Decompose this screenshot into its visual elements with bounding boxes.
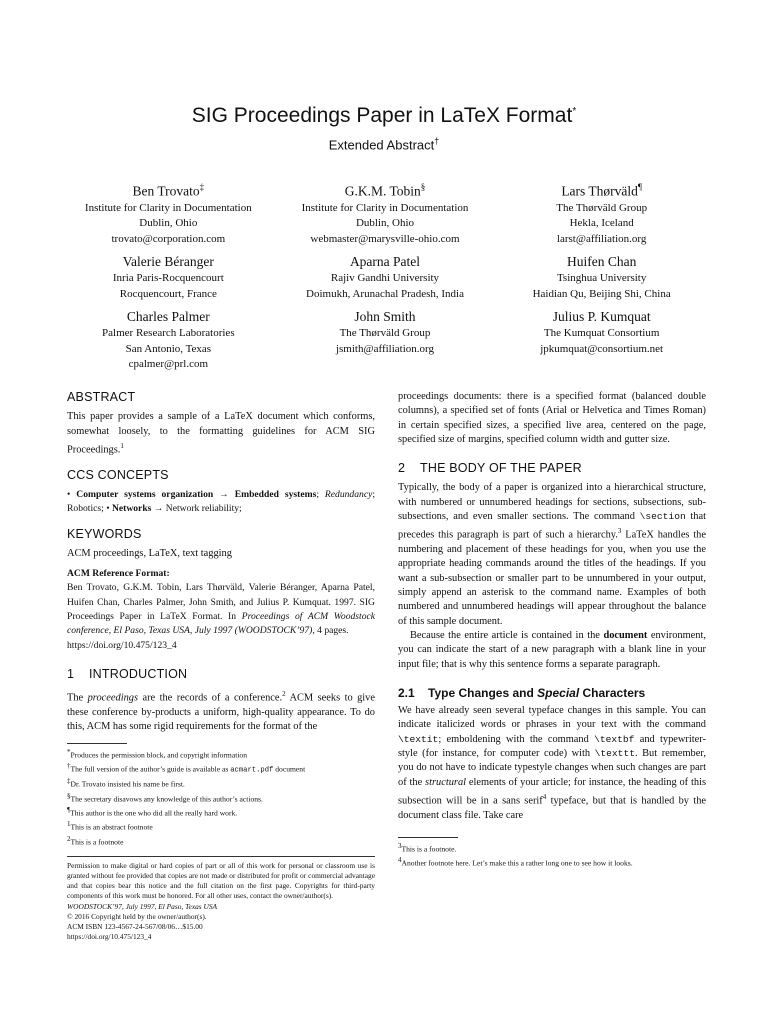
intro-part: The xyxy=(67,692,88,704)
author-email: webmaster@marysville-ohio.com xyxy=(310,232,460,245)
footnote-mark: † xyxy=(67,761,71,770)
footnote-text: This is an abstract footnote xyxy=(70,822,153,832)
footnote-text: Another footnote here. Let’s make this a rather long one to see how it looks. xyxy=(401,858,633,868)
left-column xyxy=(67,390,375,943)
footnote-ref: 3 xyxy=(617,527,622,536)
footnote-text: document xyxy=(273,764,306,774)
author-block xyxy=(60,178,710,373)
author-location: Dublin, Ohio xyxy=(355,217,415,229)
author-location: Hekla, Iceland xyxy=(569,217,634,229)
author-7 xyxy=(60,308,277,373)
footnote-ref: 4 xyxy=(542,792,547,801)
author-affiliation: Institute for Clarity in Documentation xyxy=(84,201,252,214)
author-mark: ‡ xyxy=(199,182,205,192)
footnote xyxy=(67,834,375,848)
author-2 xyxy=(277,178,494,247)
footnote-mark: 3 xyxy=(398,841,402,850)
footnote xyxy=(67,761,375,776)
latex-logo: LaTeX xyxy=(224,411,253,423)
footnote-ref: 2 xyxy=(282,690,286,699)
permission-doi-link[interactable]: https://doi.org/10.475/123_4 xyxy=(67,932,152,942)
introduction-heading xyxy=(67,667,375,681)
section-title: INTRODUCTION xyxy=(89,666,188,681)
footnotes-left xyxy=(67,747,375,848)
author-9 xyxy=(493,308,710,373)
body-part: document xyxy=(603,629,648,641)
abstract-heading: ABSTRACT xyxy=(67,390,136,404)
intro-part: are the records of a conference. xyxy=(138,692,283,704)
ccs-term: Network reliability; xyxy=(163,503,242,515)
footnote-mark: * xyxy=(67,747,71,756)
author-mark: ¶ xyxy=(637,182,642,192)
ccs-term: Redundancy xyxy=(324,488,373,500)
right-column xyxy=(398,390,706,870)
footnote xyxy=(67,819,375,833)
body-paragraph-1 xyxy=(398,481,706,628)
ccs-concepts xyxy=(67,488,375,517)
author-location: Haidian Qu, Beijing Shi, China xyxy=(532,287,671,300)
paper-subtitle xyxy=(0,136,768,152)
ccs-term: Networks xyxy=(111,503,152,515)
author-name: G.K.M. Tobin xyxy=(344,183,421,199)
author-name: Charles Palmer xyxy=(126,309,210,324)
author-8 xyxy=(277,308,494,373)
sub-part: and typewriter-style (for instance, for computer code) with xyxy=(398,733,706,759)
footnote xyxy=(67,747,375,761)
bullet: • xyxy=(67,488,71,500)
subsection-heading xyxy=(398,686,706,700)
author-affiliation: Inria Paris-Rocquencourt xyxy=(112,272,224,284)
title-text: SIG Proceedings Paper in LaTeX Format xyxy=(191,104,573,127)
subsection-title: Characters xyxy=(579,685,646,700)
author-name: Huifen Chan xyxy=(566,254,637,269)
latex-logo: LaTeX xyxy=(625,529,654,541)
footnotes-right xyxy=(398,841,706,870)
reference-text: , 4 pages. xyxy=(312,625,349,637)
footnote-text: Dr. Trovato insisted his name be first. xyxy=(70,779,185,789)
footnote-mark: 2 xyxy=(67,834,71,843)
keywords-part: , text tagging xyxy=(177,547,232,559)
author-location: Doimukh, Arunachal Pradesh, India xyxy=(306,287,464,300)
author-1 xyxy=(60,178,277,247)
author-email: jsmith@affiliation.org xyxy=(335,342,434,355)
reference-venue: Proceedings of ACM Woodstock conference, El Paso, Texas USA, July 1997 (WOODSTOCK’97) xyxy=(67,611,376,637)
permission-venue: WOODSTOCK’97, July 1997, El Paso, Texas USA xyxy=(67,901,218,911)
permission-text: Permission to make digital or hard copies of part or all of this work for personal or classroom use is granted without fee provided that copies are not made or distributed for profit or commercial advantage and that copies bear this notice and the full citation on the first page. Copyrights for third-party components of this work must be honored. For all other uses, contact the owner/author(s). xyxy=(67,860,375,901)
ccs-term: Embedded systems xyxy=(234,488,317,500)
ccs-term: Computer systems organization xyxy=(76,488,214,500)
footnote-text: The full version of the author’s guide is available as xyxy=(70,764,231,774)
author-mark: § xyxy=(420,182,426,192)
subsection-title: Special xyxy=(537,685,580,700)
permission-isbn: ACM ISBN 123-4567-24-567/08/06…$15.00 xyxy=(67,922,203,932)
author-6 xyxy=(493,253,710,302)
body-paragraph-2 xyxy=(398,629,706,672)
sub-part: elements of your article; for instance, the heading of this subsection will be in a sans serif xyxy=(398,776,706,807)
footnote-ref: 1 xyxy=(120,441,124,450)
body-part: Typically, the body of a paper is organized into a hierarchical structure, with numbered or unnumbered headings for sections, subsections, sub-subsections, and even smaller sections. The command xyxy=(398,482,706,523)
author-name: Aparna Patel xyxy=(349,254,421,269)
author-email: cpalmer@prl.com xyxy=(128,358,209,370)
section-number: 1 xyxy=(67,666,75,681)
reference-label: ACM Reference Format: xyxy=(67,568,170,580)
inline-code: \textbf xyxy=(594,733,635,745)
footnote-mark: ‡ xyxy=(67,777,71,786)
author-affiliation: Tsinghua University xyxy=(556,272,647,284)
subsection-number: 2.1 xyxy=(398,685,415,700)
author-location: Dublin, Ohio xyxy=(139,217,198,229)
body-heading xyxy=(398,461,706,475)
sub-part: We have already seen several typeface changes in this sample. You can indicate italicized words or phrases in your text with the command xyxy=(398,705,706,731)
keywords-part: ACM proceedings, xyxy=(67,547,149,559)
author-name: Valerie Béranger xyxy=(122,254,214,269)
section-title: THE BODY OF THE PAPER xyxy=(420,461,582,476)
keywords-text xyxy=(67,547,375,561)
author-email: jpkumquat@consortium.net xyxy=(540,342,664,355)
sub-part: ; emboldening with the command xyxy=(438,733,595,745)
author-name: Lars Thørväld xyxy=(561,183,638,199)
intro-part: proceedings xyxy=(87,692,139,704)
inline-code: \section xyxy=(639,511,686,523)
subtitle-footnote-mark: † xyxy=(434,136,440,146)
separator: ; xyxy=(316,488,319,500)
author-location: Rocquencourt, France xyxy=(119,287,217,300)
footnote-text: This is a footnote. xyxy=(401,844,457,854)
subsection-paragraph xyxy=(398,704,706,823)
paper-title xyxy=(0,104,768,128)
introduction-text xyxy=(67,687,375,734)
footnote-rule xyxy=(67,743,127,744)
author-affiliation: The Thørväld Group xyxy=(556,201,648,214)
footnote xyxy=(67,805,375,819)
ccs-term: ; Robotics; xyxy=(67,488,376,515)
footnote-code: acmart.pdf xyxy=(230,766,274,775)
title-footnote-mark: * xyxy=(572,106,577,117)
footnote xyxy=(398,841,706,855)
author-name: John Smith xyxy=(354,309,416,324)
footnote xyxy=(67,791,375,805)
footnote-mark: 1 xyxy=(67,820,71,829)
body-part: environment, you can indicate the start of a new paragraph with a blank line in your input file; that is why this sentence forms a separate paragraph. xyxy=(398,629,706,670)
sub-part: structural xyxy=(425,776,467,788)
author-email: trovato@corporation.com xyxy=(111,232,226,245)
footnote xyxy=(67,776,375,790)
footnote-text: The secretary disavows any knowledge of this author’s actions. xyxy=(70,794,263,804)
inline-code: \texttt xyxy=(594,748,635,759)
sub-part: . But remember, you do not have to indicate typestyle changes when such changes are part of the xyxy=(398,748,706,788)
footnote-text: This author is the one who did all the really hard work. xyxy=(70,808,238,818)
author-3 xyxy=(493,178,710,247)
arrow: → xyxy=(219,488,229,500)
footnote-mark: § xyxy=(67,791,71,800)
body-part: Because the entire article is contained in the xyxy=(410,629,604,641)
ccs-heading: CCS CONCEPTS xyxy=(67,467,169,482)
inline-code: \textit xyxy=(398,733,439,745)
author-affiliation: Institute for Clarity in Documentation xyxy=(301,201,469,214)
permission-block xyxy=(67,861,375,943)
author-name: Ben Trovato xyxy=(132,183,200,199)
author-affiliation: The Thørväld Group xyxy=(339,327,431,339)
subsection-title: Type Changes and xyxy=(428,685,538,700)
body-part: handles the numbering and placement of these headings for you, when you use the appropriate heading commands around the titles of the headings. If you want a sub-subsection or smaller part to be unnumbered in your output, simply append an asterisk to the command name. Examples of both numbered and unnumbered headings will appear throughout the balance of this sample document. xyxy=(398,529,706,627)
footnote-mark: 4 xyxy=(398,856,402,865)
author-name: Julius P. Kumquat xyxy=(552,309,651,324)
author-affiliation: Palmer Research Laboratories xyxy=(102,327,235,339)
reference-doi-link[interactable]: https://doi.org/10.475/123_4 xyxy=(67,639,177,651)
author-email: larst@affiliation.org xyxy=(556,232,647,245)
author-location: San Antonio, Texas xyxy=(125,342,212,355)
introduction-continued: proceedings documents: there is a specified format (balanced double columns), a specified set of fonts (Arial or Helvetica and Times Roman) in certain specified sizes, a specified live area, centered on the page, specified size of margins, specified column width and gutter size. xyxy=(398,391,706,445)
author-4 xyxy=(60,253,277,302)
section-number: 2 xyxy=(398,461,406,476)
keywords-heading: KEYWORDS xyxy=(67,526,142,541)
footnote xyxy=(398,855,706,869)
acm-reference xyxy=(67,567,375,653)
abstract-text xyxy=(67,410,375,457)
latex-logo: LaTeX xyxy=(148,547,178,559)
bullet: • xyxy=(106,503,110,515)
sub-part: typeface, but that is handled by the document class file. Take care xyxy=(398,795,706,821)
footnote-mark: ¶ xyxy=(67,805,71,814)
author-5 xyxy=(277,253,494,302)
arrow: → xyxy=(153,503,164,515)
abstract-text-part: This paper provides a sample of a xyxy=(67,411,225,423)
author-affiliation: The Kumquat Consortium xyxy=(543,327,660,339)
permission-rule xyxy=(67,856,375,857)
permission-copyright: © 2016 Copyright held by the owner/author(s). xyxy=(67,911,207,921)
intro-part: ACM seeks to give these conference by-products a uniform, high-quality appearance. To do this, ACM has some rigid requirements for the format of the xyxy=(67,692,375,733)
footnote-text: This is a footnote xyxy=(70,837,124,847)
body-part: that precedes this paragraph is part of such a hierarchy. xyxy=(398,511,707,541)
author-affiliation: Rajiv Gandhi University xyxy=(330,272,440,284)
footnote-rule xyxy=(398,837,458,838)
subtitle-text: Extended Abstract xyxy=(328,137,435,153)
abstract-text-part: document which conforms, somewhat loosely, to the formatting guidelines for ACM SIG Proceedings. xyxy=(67,411,375,456)
reference-text: Ben Trovato, G.K.M. Tobin, Lars Thørväld, Valerie Béranger, Aparna Patel, Huifen Chan, Charles Palmer, John Smith, and Julius P. Kumquat. 1997. SIG Proceedings Paper in LaTeX Format. In xyxy=(67,582,375,623)
footnote-text: Produces the permission block, and copyright information xyxy=(70,750,248,760)
